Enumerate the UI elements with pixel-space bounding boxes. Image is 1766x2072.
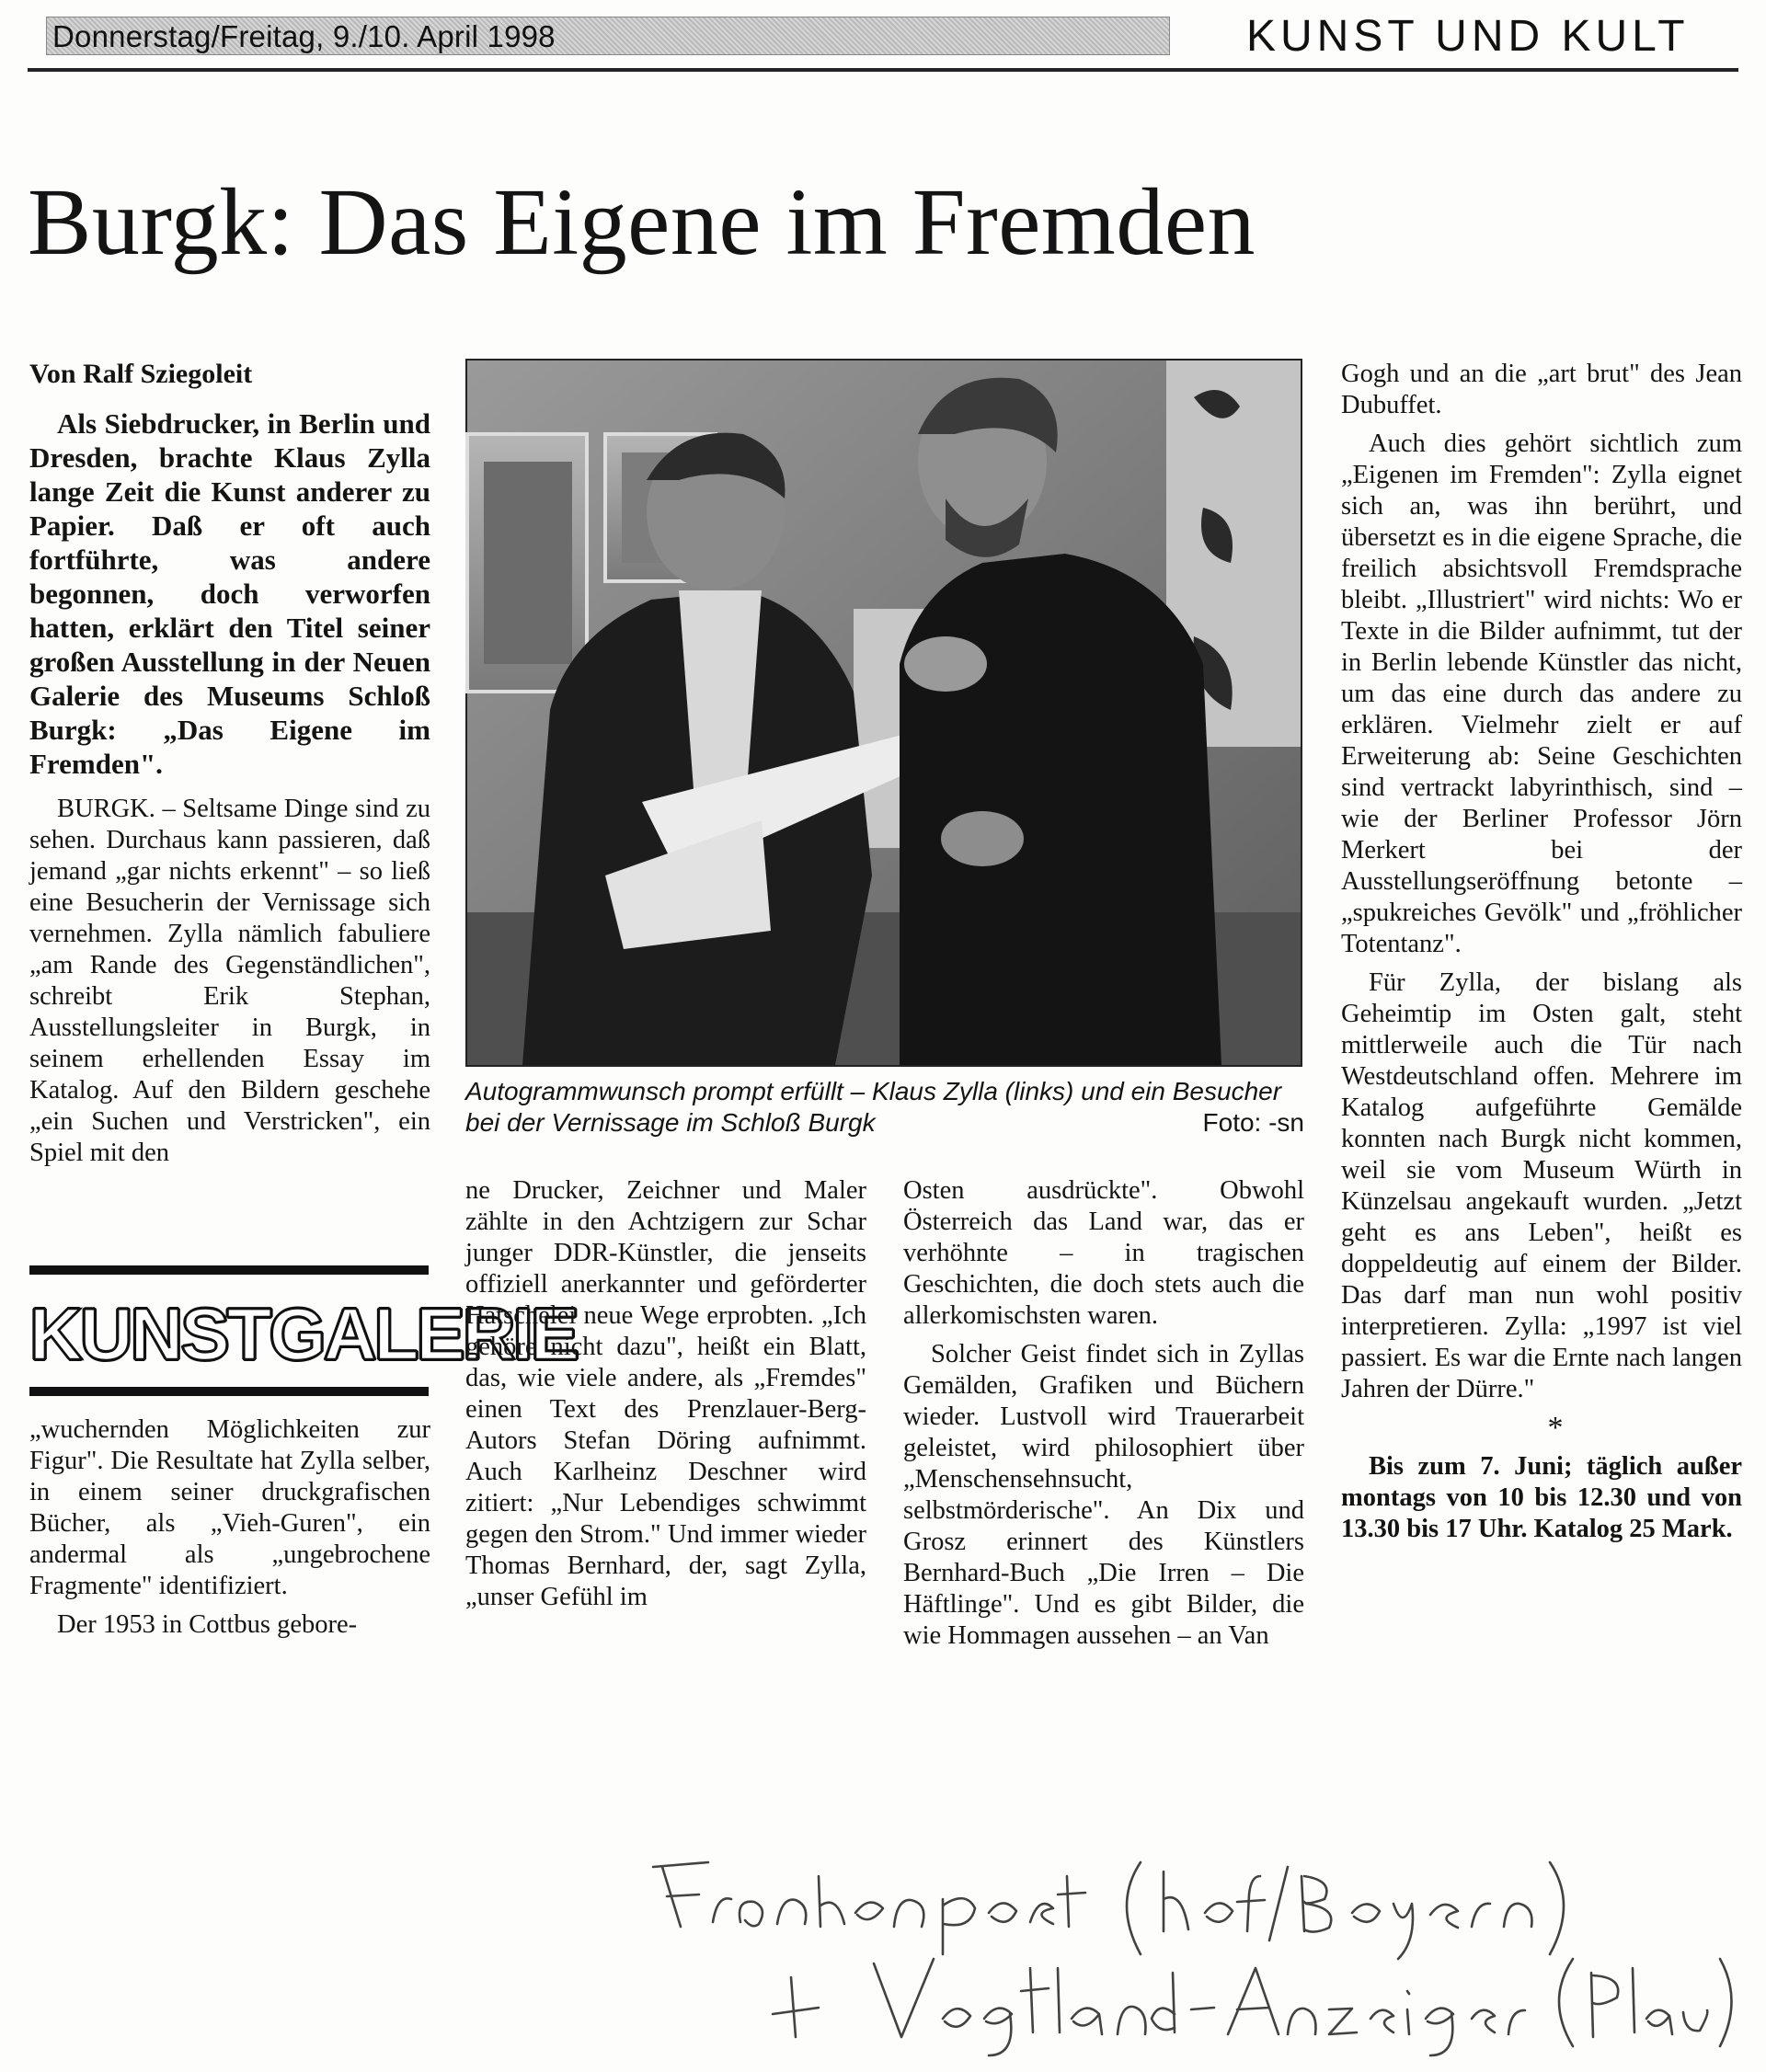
- date-bar: [46, 17, 1170, 55]
- photo-caption: [465, 1076, 1304, 1139]
- article-photo: [465, 359, 1302, 1067]
- column-1-top: [29, 359, 430, 1176]
- lead-paragraph: Als Siebdrucker, in Berlin und Dresden, brachte Klaus Zylla lange Zeit die Kunst anderer zu Papier. Daß er oft auch fortführte, was andere begonnen, doch verworfen hatten, erklärt den Titel seiner großen Ausstellung in der Neuen Galerie des Museums Schloß Burgk: „Das Eigene im Fremden".: [29, 407, 430, 780]
- column-1-bottom: [29, 1414, 430, 1648]
- body-paragraph: Für Zylla, der bislang als Geheimtip im Osten galt, steht mittlerweile auch die Tür nach Westdeutschland offen. Mehrere im Katalog aufgeführte Gemälde konnten nach Burgk nicht kommen, weil sie vom Museum Würth in Künzelsau angekauft wurden. „Jetzt geht es ans Leben", heißt es doppeldeutig auf einem der Bilder. Das darf man nun wohl positiv interpretieren. Zylla: „1997 ist viel passiert. Es war die Ernte nach langen Jahren der Dürre.": [1341, 968, 1742, 1403]
- rubric-title: KUNSTGALERIE: [29, 1293, 578, 1375]
- section-title: KUNST UND KULT: [1246, 12, 1690, 61]
- byline: Von Ralf Sziegoleit: [29, 359, 253, 389]
- column-3: [903, 1175, 1304, 1659]
- body-paragraph: ne Drucker, Zeichner und Maler zählte in den Achtzigern zur Schar junger DDR-Künstler, die jenseits offiziell anerkannter und geförderter Hätschelei neue Wege erprobten. „Ich gehöre nicht dazu", heißt ein Blatt, das, wie viele andere, als „Fremdes" einen Text des Prenzlauer-Berg-Autors Stefan Döring aufnimmt. Auch Karlheinz Deschner wird zitiert: „Nur Lebendiges schwimmt gegen den Strom." Und immer wieder Thomas Bernhard, der, sagt Zylla, „unser Gefühl im: [465, 1176, 866, 1611]
- headline: Burgk: Das Eigene im Fremden: [28, 169, 1256, 275]
- body-paragraph: Osten ausdrückte". Obwohl Österreich das Land war, das er verhöhnte – in tragischen Geschichten, die doch stets auch die allerkomischsten waren.: [903, 1176, 1304, 1330]
- exhibition-info: Bis zum 7. Juni; täglich außer montags von 10 bis 12.30 und von 13.30 bis 17 Uhr. Katalog 25 Mark.: [1341, 1452, 1742, 1543]
- column-2: [465, 1175, 866, 1620]
- issue-date: Donnerstag/Freitag, 9./10. April 1998: [52, 19, 556, 53]
- handwritten-source-note: [625, 1839, 1748, 2060]
- body-paragraph: Der 1953 in Cottbus gebore-: [57, 1610, 358, 1639]
- photo-credit: Foto: -sn: [1202, 1108, 1304, 1137]
- photo-illustration: [467, 361, 1301, 1065]
- rubric-box: [29, 1265, 578, 1396]
- body-paragraph: Solcher Geist findet sich in Zyllas Gemälden, Grafiken und Büchern wieder. Lustvoll wird Trauerarbeit geleistet, wird philosophiert über „Menschensehnsucht, selbstmörderische". An Dix und Grosz erinnert des Künstlers Bernhard-Buch „Die Irren – Die Häftlinge". Und es gibt Bilder, die wie Hommagen aussehen – an Van: [903, 1340, 1304, 1650]
- section-separator: *: [1547, 1411, 1564, 1445]
- body-paragraph: Auch dies gehört sichtlich zum „Eigenen im Fremden": Zylla eignet sich an, was ihn berührt, und übersetzt es in die eigene Sprache, die freilich absichtsvoll Fremdsprache bleibt. „Illustriert" wird nichts: Wo er Texte in die Bilder aufnimmt, tut der in Berlin lebende Künstler das nicht, um das eine durch das andere zu erklären. Vielmehr zielt er auf Erweiterung ab: Seine Geschichten sind vertrackt labyrinthisch, sind – wie der Berliner Professor Jörn Merkert bei der Ausstellungseröffnung betonte – „spukreiches Gevölk" und „fröhlicher Totentanz".: [1341, 429, 1742, 958]
- body-paragraph: BURGK. – Seltsame Dinge sind zu sehen. Durchaus kann passieren, daß jemand „gar nichts erkennt" – so ließ eine Besucherin der Vernissage sich vernehmen. Zylla nämlich fabuliere „am Rande des Gegenständlichen", schreibt Erik Stephan, Ausstellungsleiter in Burgk, in seinem erhellenden Essay im Katalog. Auf den Bildern geschehe „ein Suchen und Verstricken", ein Spiel mit den: [29, 795, 430, 1167]
- header-rule: [28, 68, 1738, 72]
- column-4: [1341, 359, 1742, 1552]
- body-paragraph: „wuchernden Möglichkeiten zur Figur". Die Resultate hat Zylla selber, in einem seiner druckgrafischen Bücher, als „Vieh-Guren", ein andermal als „ungebrochene Fragmente" identifiziert.: [29, 1415, 430, 1600]
- caption-text: Autogrammwunsch prompt erfüllt – Klaus Zylla (links) und ein Besucher bei der Vernissage im Schloß Burgk: [465, 1077, 1282, 1137]
- body-paragraph: Gogh und an die „art brut" des Jean Dubuffet.: [1341, 360, 1742, 419]
